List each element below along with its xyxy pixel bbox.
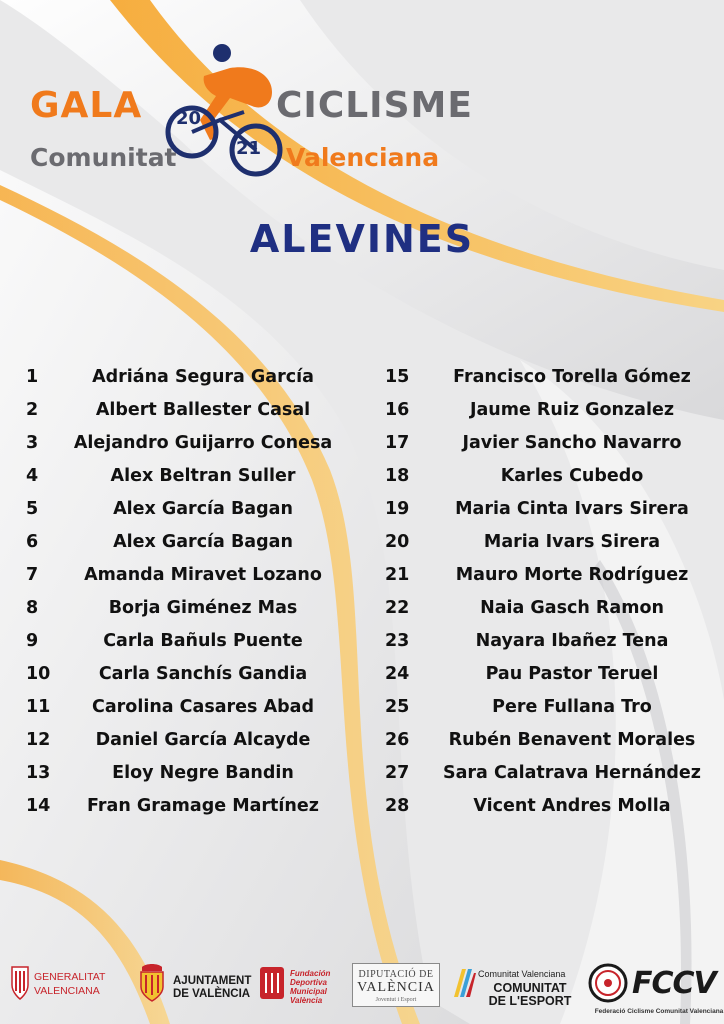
- comunitat-esport-line2: DE L'ESPORT: [488, 994, 572, 1008]
- participant-number: 24: [385, 664, 410, 684]
- fundacion-line3: Municipal: [290, 987, 327, 996]
- participant-name: Francisco Torella Gómez: [453, 367, 691, 387]
- fccv-emblem-icon: [588, 963, 628, 1003]
- sponsor-fccv: [588, 963, 724, 1015]
- participant-number: 23: [385, 631, 410, 651]
- participant-row: [362, 394, 724, 427]
- participant-name: Pau Pastor Teruel: [485, 664, 659, 684]
- participant-number: 20: [385, 532, 410, 552]
- participant-number: 22: [385, 598, 410, 618]
- participant-name: Borja Giménez Mas: [108, 598, 298, 618]
- fundacion-line1: Fundación: [290, 969, 331, 978]
- participants-right-column: [362, 361, 724, 823]
- participant-number: 15: [385, 367, 410, 387]
- participant-name: Rubén Benavent Morales: [448, 730, 696, 750]
- category-title: ALEVINES: [249, 217, 475, 261]
- participant-name: Jaume Ruiz Gonzalez: [469, 400, 675, 420]
- participant-number: 17: [385, 433, 410, 453]
- participant-number: 3: [26, 433, 39, 453]
- participant-row: [0, 724, 362, 757]
- participant-row: [362, 724, 724, 757]
- comunitat-esport-small: Comunitat Valenciana: [478, 969, 566, 979]
- participant-name: Daniel García Alcayde: [95, 730, 311, 750]
- fundacion-line2: Deportiva: [290, 978, 327, 987]
- participant-number: 6: [26, 532, 39, 552]
- participant-row: [0, 526, 362, 559]
- participant-number: 21: [385, 565, 410, 585]
- participant-name: Vicent Andres Molla: [473, 796, 671, 816]
- participant-number: 5: [26, 499, 39, 519]
- participant-name: Mauro Morte Rodríguez: [455, 565, 689, 585]
- event-logo: [0, 0, 724, 190]
- participant-name: Adriána Segura García: [92, 367, 314, 387]
- participant-name: Karles Cubedo: [500, 466, 644, 486]
- participant-row: [0, 625, 362, 658]
- participant-number: 8: [26, 598, 39, 618]
- participant-name: Eloy Negre Bandin: [112, 763, 294, 783]
- participant-row: [362, 460, 724, 493]
- ajuntament-line1: AJUNTAMENT: [173, 975, 252, 987]
- participant-name: Fran Gramage Martínez: [87, 796, 319, 816]
- participant-name: Pere Fullana Tro: [492, 697, 652, 717]
- participant-number: 14: [26, 796, 51, 816]
- participant-row: [362, 493, 724, 526]
- participant-name: Sara Calatrava Hernández: [443, 763, 701, 783]
- sponsor-generalitat: [10, 963, 106, 1006]
- participant-row: [0, 592, 362, 625]
- logo-year-top: 20: [176, 108, 202, 129]
- logo-word-ciclisme: CICLISME: [276, 85, 473, 126]
- esport-stripes-icon: [452, 963, 476, 1003]
- participant-row: [0, 460, 362, 493]
- participant-name: Albert Ballester Casal: [95, 400, 311, 420]
- participant-name: Alex García Bagan: [113, 532, 293, 552]
- participant-row: [362, 757, 724, 790]
- participant-number: 18: [385, 466, 410, 486]
- generalitat-crest-icon: [10, 963, 30, 1003]
- participant-row: [362, 526, 724, 559]
- ajuntament-line2: DE VALÈNCIA: [173, 988, 251, 1000]
- participant-name: Alex Beltran Suller: [110, 466, 296, 486]
- participant-row: [362, 592, 724, 625]
- diputacio-line1: DIPUTACIÓ DE: [358, 969, 434, 980]
- participant-row: [362, 691, 724, 724]
- participant-name: Carolina Casares Abad: [92, 697, 314, 717]
- sponsor-diputacio: [352, 963, 440, 1007]
- generalitat-line1: GENERALITAT: [34, 971, 106, 983]
- participant-number: 13: [26, 763, 51, 783]
- participant-row: [0, 757, 362, 790]
- participant-row: [362, 625, 724, 658]
- participant-number: 25: [385, 697, 410, 717]
- participant-row: [0, 427, 362, 460]
- diputacio-line3: Joventut i Esport: [375, 997, 417, 1003]
- participant-number: 1: [26, 367, 39, 387]
- participant-row: [362, 361, 724, 394]
- participant-row: [362, 427, 724, 460]
- sponsor-fundacion: [258, 963, 331, 1006]
- logo-word-valenciana: Valenciana: [286, 143, 440, 172]
- participant-number: 27: [385, 763, 410, 783]
- logo-word-gala: GALA: [30, 85, 143, 126]
- generalitat-line2: VALENCIANA: [34, 985, 100, 997]
- sponsor-comunitat-esport: [452, 963, 572, 1008]
- participant-row: [0, 361, 362, 394]
- participant-name: Javier Sancho Navarro: [462, 433, 682, 453]
- fundacion-line4: València: [290, 996, 323, 1005]
- participant-row: [0, 493, 362, 526]
- participant-name: Amanda Miravet Lozano: [84, 565, 322, 585]
- participant-number: 2: [26, 400, 39, 420]
- participant-number: 19: [385, 499, 410, 519]
- fccv-wordmark: FCCV: [632, 966, 716, 1001]
- participant-number: 16: [385, 400, 410, 420]
- participant-name: Alex García Bagan: [113, 499, 293, 519]
- participant-name: Maria Ivars Sirera: [483, 532, 661, 552]
- logo-year-bottom: 21: [236, 138, 262, 159]
- participant-row: [0, 691, 362, 724]
- participant-row: [0, 394, 362, 427]
- participant-row: [362, 658, 724, 691]
- participant-row: [362, 559, 724, 592]
- comunitat-esport-line1: COMUNITAT: [493, 981, 567, 995]
- participant-row: [0, 790, 362, 823]
- participant-number: 26: [385, 730, 410, 750]
- sponsor-footer: [0, 955, 724, 1024]
- participant-row: [0, 559, 362, 592]
- diputacio-line2: VALÈNCIA: [357, 980, 435, 995]
- participant-number: 28: [385, 796, 410, 816]
- participant-name: Carla Bañuls Puente: [103, 631, 303, 651]
- participant-number: 11: [26, 697, 51, 717]
- participant-row: [0, 658, 362, 691]
- fccv-subtitle: Federació Ciclisme Comunitat Valenciana: [594, 1008, 724, 1015]
- participant-row: [362, 790, 724, 823]
- participant-number: 12: [26, 730, 51, 750]
- participant-name: Nayara Ibañez Tena: [475, 631, 669, 651]
- participant-number: 9: [26, 631, 39, 651]
- logo-word-comunitat: Comunitat: [30, 143, 177, 172]
- fdm-emblem-icon: [258, 963, 286, 1003]
- participant-name: Alejandro Guijarro Conesa: [73, 433, 333, 453]
- participant-name: Carla Sanchís Gandia: [98, 664, 308, 684]
- participant-number: 10: [26, 664, 51, 684]
- valencia-city-crest-icon: [136, 963, 168, 1003]
- participant-name: Maria Cinta Ivars Sirera: [455, 499, 689, 519]
- participant-number: 4: [26, 466, 39, 486]
- participant-name: Naia Gasch Ramon: [480, 598, 664, 618]
- sponsor-ajuntament: [136, 963, 252, 1006]
- participants-left-column: [0, 361, 362, 823]
- participant-number: 7: [26, 565, 39, 585]
